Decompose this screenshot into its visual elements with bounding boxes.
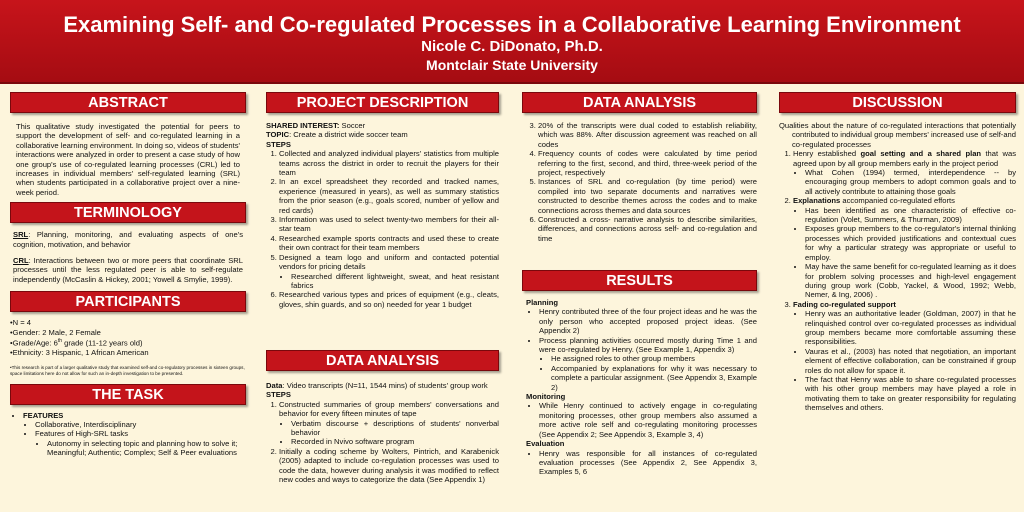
monitoring-label — [526, 392, 757, 401]
discussion-point — [793, 300, 1016, 413]
column-4 — [779, 92, 1016, 413]
column-1 — [10, 92, 246, 458]
evaluation-label-text: Evaluation — [526, 439, 565, 449]
evaluation-label — [526, 439, 757, 448]
topic-label: TOPIC — [266, 130, 290, 140]
discussion-point — [793, 149, 1016, 196]
planning-subitem: • Accompanied by explanations for why it was necessary to complete a particular assignment. (See Appendix 3, Example 2) — [551, 364, 757, 392]
discussion-intro: Qualities about the nature of co-regulated interactions that potentially contributed to individual group members' increased use of self-and co-regulated processes — [779, 121, 1016, 149]
da-right-item: 6. Constructed a cross- narrative analysis to describe similarities, differences, and connections across self- and co-regulation and time — [538, 215, 757, 243]
participants-heading: PARTICIPANTS — [10, 291, 246, 312]
p3-subitem: • Vauras et al., (2003) has noted that negotiation, an important element of effective collaboration, can be constrained if group roles do not allow for space it. — [805, 347, 1016, 375]
da-steps-label — [266, 390, 499, 399]
project-body — [266, 121, 499, 309]
grade-prefix: •Grade/Age: 6 — [10, 338, 58, 348]
p1-bold: goal setting and a shared plan — [860, 149, 982, 159]
p3-sublist — [793, 309, 1016, 412]
results-body — [526, 298, 757, 477]
task-subsublist — [35, 439, 246, 458]
project-step-text: Designed a team logo and uniform and contacted potential vendors for pricing details — [279, 252, 499, 272]
column-3 — [522, 92, 757, 477]
grade-superscript: th — [57, 338, 62, 345]
da-step-subitem: • Verbatim discourse + descriptions of students' nonverbal behavior — [291, 419, 499, 438]
p3-subitem: • The fact that Henry was able to share co-regulated processes with his other group members may have played a role in motivating them to take on greater responsibility for regulating themselves and others. — [805, 375, 1016, 413]
participants-item: •Gender: 2 Male, 2 Female — [10, 327, 101, 337]
interest-value: Soccer — [339, 121, 366, 130]
participants-list — [10, 318, 246, 357]
planning-list — [526, 307, 757, 392]
planning-subitem: • He assigned roles to other group members — [551, 354, 757, 363]
p2-subitem: • Exposes group members to the co-regulator's internal thinking processes which provided justifications and contextual cues for why a particular strategy was appropriate or useful to employ. — [805, 224, 1016, 262]
topic-value: : Create a district wide soccer team — [289, 130, 408, 140]
participants-note: •This research is part of a larger qualitative study that examined self-and co-regulatory processes in sixteen groups, space limitations here do not allow for such an in-depth investigation to be presented. — [10, 365, 245, 377]
project-steps-label — [266, 140, 499, 149]
project-step — [279, 253, 499, 291]
project-step: 1. Collected and analyzed individual players' statistics from multiple teams across the district in order to recruit the players for their team — [279, 149, 499, 177]
evaluation-item: • Henry was responsible for all instances of co-regulated evaluation processes (See Appendix 2, See Appendix 3, Examples 5, 6 — [539, 449, 757, 477]
task-subitem-label: Features of High-SRL tasks — [35, 429, 128, 439]
da-step-subitem: • Recorded in Nvivo software program — [291, 437, 499, 446]
da-steps — [266, 400, 499, 485]
poster-institution: Montclair State University — [426, 57, 598, 73]
p3-subitem: • Henry was an authoritative leader (Goldman, 2007) in that he relinquished control over co-regulated processes as individual group members became more comfortable assuming these responsibilities. — [805, 309, 1016, 347]
project-step: 6. Researched various types and prices of equipment (e.g., cleats, gloves, shin guards, and so on) needed for year 1 budget — [279, 290, 499, 309]
task-subsubitem: • Autonomy in selecting topic and planning how to solve it; Meaningful; Authentic; Complex; Self & Peer evaluations — [47, 439, 246, 458]
data-analysis-right-heading: DATA ANALYSIS — [522, 92, 757, 113]
p2-bold: Explanations — [793, 196, 841, 206]
planning-item: • Henry contributed three of the four project ideas and he was the only person who accepted proposed project ideas. (See Appendix 2) — [539, 307, 757, 335]
data-analysis-left-body — [266, 381, 499, 484]
monitoring-list — [526, 401, 757, 439]
project-interest — [266, 121, 499, 130]
da-step-text: Constructed summaries of group members' conversations and behavior for every fifteen minutes of tape — [279, 399, 499, 419]
srl-definition: : Planning, monitoring, and evaluating aspects of one's cognition, motivation, and behavior — [13, 230, 243, 249]
project-step-sublist — [279, 272, 499, 291]
abstract-text: This qualitative study investigated the potential for peers to support the development of self- and co-regulated learning in a collaborative learning environment. In doing so, videos of students' interactions were analyzed in order to present a case study of how one group's use of co-regulated learning processes (CRL) led to increases in individual members' self-regulated learning (SRL) when students participated in a collaborative project over a nine-week period. — [16, 122, 240, 197]
project-step: 2. In an excel spreadsheet they recorded and tracked names, experience (measured in years), as well as summary statistics from the prior season (e.g., goals scored, number of yellow and red cards) — [279, 177, 499, 215]
participants-item — [10, 337, 246, 348]
project-topic — [266, 130, 499, 139]
p1-subitem: • What Cohen (1994) termed, interdependence -- by encouraging group members to adopt common goals and to all actively contribute to attaining those goals — [805, 168, 1016, 196]
poster-author: Nicole C. DiDonato, Ph.D. — [421, 38, 603, 55]
da-right-item: 3. 20% of the transcripts were dual coded to establish reliability, which was 88%. After discussion agreement was reached on all codes — [538, 121, 757, 149]
project-steps — [266, 149, 499, 309]
grade-rest: grade (11-12 years old) — [62, 338, 143, 348]
terminology-heading: TERMINOLOGY — [10, 202, 246, 223]
data-analysis-left-heading: DATA ANALYSIS — [266, 350, 499, 371]
task-list — [10, 411, 246, 458]
p1-post: that was agreed upon by all group members early in the project period — [793, 149, 1016, 168]
project-step: 4. Researched example sports contracts and used these to create their own contract for their team members — [279, 234, 499, 253]
terminology-crl — [13, 256, 243, 284]
p1-sublist — [793, 168, 1016, 196]
column-2 — [266, 92, 499, 485]
interest-label: SHARED INTEREST: — [266, 121, 340, 130]
p2-subitem: • Has been identified as one characteristic of effective co-regulation (Volet, Summers, & Thurman, 2009) — [805, 206, 1016, 225]
da-step — [279, 400, 499, 447]
discussion-point — [793, 196, 1016, 299]
task-heading: THE TASK — [10, 384, 246, 405]
planning-item — [539, 336, 757, 392]
da-step-sublist — [279, 419, 499, 447]
data-analysis-right-list — [522, 121, 757, 243]
project-step-subitem: • Researched different lightweight, sweat, and heat resistant fabrics — [291, 272, 499, 291]
data-label: Data — [266, 381, 283, 390]
srl-term: SRL — [13, 230, 29, 240]
task-features — [23, 411, 246, 458]
abstract-heading: ABSTRACT — [10, 92, 246, 113]
monitoring-item: • While Henry continued to actively engage in co-regulating monitoring processes, other group members also assumed a more active role self and co-regulating monitoring processes (See Appendix 2; See Appendix 3, Example 3, 4) — [539, 401, 757, 439]
title-banner — [0, 0, 1024, 84]
steps-label: STEPS — [266, 139, 291, 149]
p2-subitem: • May have the same benefit for co-regulated learning as it does for problem solving processes and high-level engagement during group work (Cobb, Yackel, & Wood, 1992; Webb, Nemer, & Ing, 2006) . — [805, 262, 1016, 300]
da-steps-label-text: STEPS — [266, 390, 291, 400]
participants-item: •N = 4 — [10, 318, 32, 328]
data-line — [266, 381, 499, 390]
p2-sublist — [793, 206, 1016, 300]
da-step: 2. Initially a coding scheme by Wolters, Pintrich, and Karabenick (2005) adapted to include co-regulation processes was used to code the data, however during analysis it was modified to reflect new codes and ways to categorize the data (See Appendix 1) — [279, 447, 499, 485]
task-subitem — [35, 429, 246, 457]
planning-sublist — [539, 354, 757, 392]
results-heading: RESULTS — [522, 270, 757, 291]
project-heading: PROJECT DESCRIPTION — [266, 92, 499, 113]
da-right-item: 5. Instances of SRL and co-regulation (by time period) were compiled into two separate documents and narratives were constructed to describe themes across the codes and to make connections across themes and data sources — [538, 177, 757, 215]
participants-item: •Ethnicity: 3 Hispanic, 1 African American — [10, 348, 149, 358]
terminology-srl — [13, 230, 243, 249]
crl-term: CRL — [13, 256, 29, 266]
poster-title: Examining Self- and Co-regulated Processes in a Collaborative Learning Environment — [63, 12, 961, 37]
planning-label — [526, 298, 757, 307]
task-sublist — [23, 420, 246, 458]
discussion-heading: DISCUSSION — [779, 92, 1016, 113]
project-step: 3. Information was used to select twenty-two members for their all-star team — [279, 215, 499, 234]
planning-label-text: Planning — [526, 298, 559, 307]
data-value: : Video transcripts (N=11, 1544 mins) of students' group work — [282, 381, 488, 390]
evaluation-list — [526, 449, 757, 477]
discussion-points — [779, 149, 1016, 412]
p2-post: accompanied co-regulated efforts — [840, 196, 955, 206]
crl-definition: : Interactions between two or more peers that coordinate SRL processes until the less regulated peer is able to self-regulate independently (McCaslin & Hickey, 2001; Yowell & Smylie, 1999). — [13, 256, 243, 284]
task-features-label: FEATURES — [23, 410, 64, 420]
da-right-item: 4. Frequency counts of codes were calculated by time period referring to the first, second, and third, three-week period of the project, respectively — [538, 149, 757, 177]
monitoring-label-text: Monitoring — [526, 392, 566, 402]
task-subitem: • Collaborative, Interdisciplinary — [35, 420, 246, 429]
p3-bold: Fading co-regulated support — [793, 299, 896, 309]
planning-item-text: Process planning activities occurred mostly during Time 1 and were co-regulated by Henry. (See Example 1, Appendix 3) — [539, 335, 757, 355]
p1-pre: Henry established — [793, 149, 861, 159]
